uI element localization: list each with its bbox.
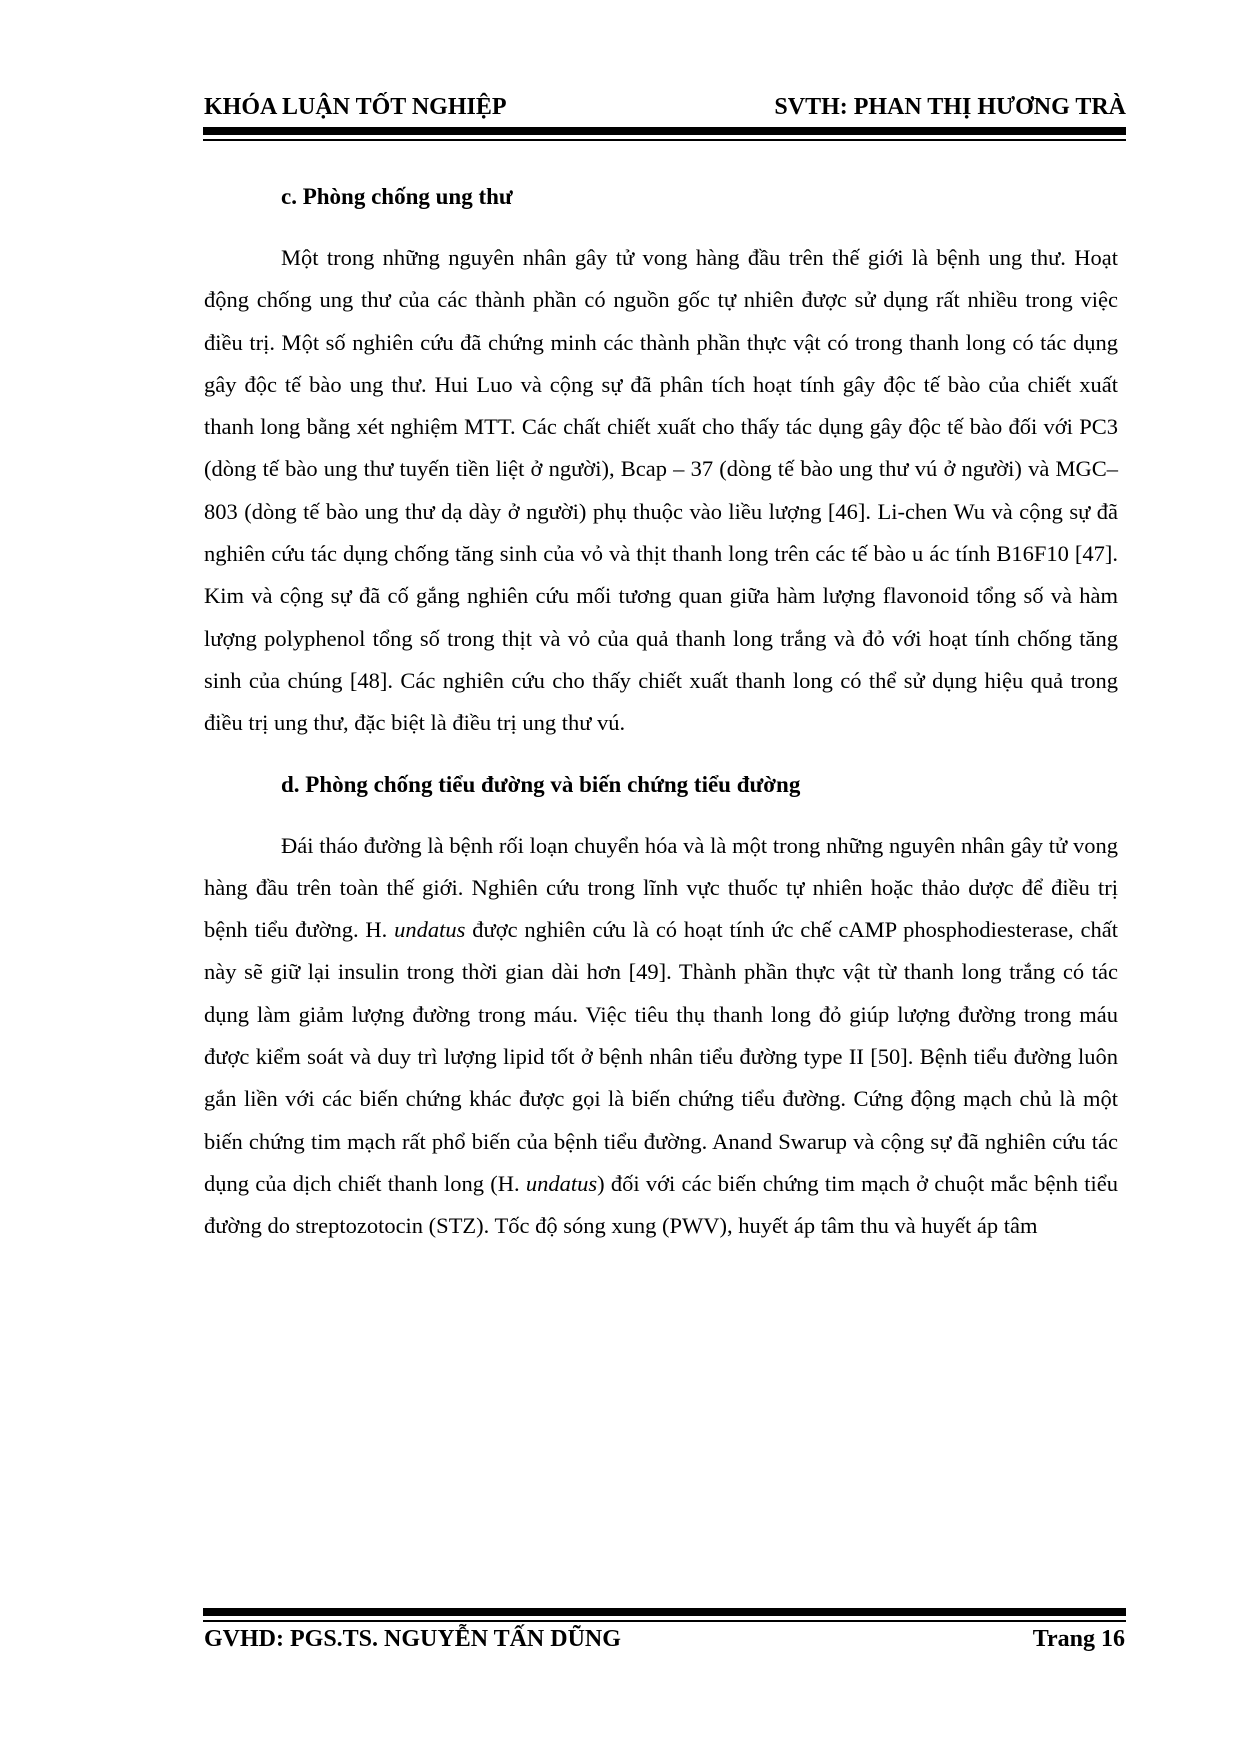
- paragraph-diabetes: [204, 825, 1118, 1248]
- spacer: [204, 806, 1118, 825]
- footer-divider: [203, 1608, 1126, 1622]
- section-heading-cancer: c. Phòng chống ung thư: [281, 184, 513, 209]
- footer-divider-thick: [203, 1608, 1126, 1616]
- advisor-name-label: GVHD: PGS.TS. NGUYỄN TẤN DŨNG: [204, 1626, 621, 1652]
- spacer: [204, 745, 1118, 764]
- spacer: [204, 218, 1118, 237]
- running-footer: [204, 1624, 1126, 1658]
- section-heading-diabetes: d. Phòng chống tiểu đường và biến chứng tiểu đường: [281, 771, 801, 797]
- paragraph-cancer: Một trong những nguyên nhân gây tử vong hàng đầu trên thế giới là bệnh ung thư. Hoạt động chống ung thư của các thành phần có nguồn gốc tự nhiên được sử dụng rất nhiều trong việc điều trị. Một số nghiên cứu đã chứng minh các thành phần thực vật có trong thanh long có tác dụng gây độc tế bào ung thư. Hui Luo và cộng sự đã phân tích hoạt tính gây độc tế bào của chiết xuất thanh long bằng xét nghiệm MTT. Các chất chiết xuất cho thấy tác dụng gây độc tế bào đối với PC3 (dòng tế bào ung thư tuyến tiền liệt ở người), Bcap – 37 (dòng tế bào ung thư vú ở người) và MGC–803 (dòng tế bào ung thư dạ dày ở người) phụ thuộc vào liều lượng [46]. Li-chen Wu và cộng sự đã nghiên cứu tác dụng chống tăng sinh của vỏ và thịt thanh long trên các tế bào u ác tính B16F10 [47]. Kim và cộng sự đã cố gắng nghiên cứu mối tương quan giữa hàm lượng flavonoid tổng số và hàm lượng polyphenol tổng số trong thịt và vỏ của quả thanh long trắng và đỏ với hoạt tính chống tăng sinh của chúng [48]. Các nghiên cứu cho thấy chiết xuất thanh long có thể sử dụng hiệu quả trong điều trị ung thư, đặc biệt là điều trị ung thư vú.: [204, 245, 1118, 736]
- running-header: [204, 88, 1126, 122]
- student-name-label: SVTH: PHAN THỊ HƯƠNG TRÀ: [774, 94, 1126, 120]
- thesis-title-label: KHÓA LUẬN TỐT NGHIỆP: [204, 94, 507, 120]
- species-name-italic: undatus: [525, 1170, 598, 1196]
- species-name-italic: undatus: [394, 917, 466, 943]
- body-content: [204, 176, 1118, 1248]
- paragraph-text-segment: được nghiên cứu là có hoạt tính ức chế cAMP phosphodiesterase, chất này sẽ giữ lại insulin trong thời gian dài hơn [49]. Thành phần thực vật từ thanh long trắng có tác dụng làm giảm lượng đường trong máu. Việc tiêu thụ thanh long đỏ giúp lượng đường trong máu được kiểm soát và duy trì lượng lipid tốt ở bệnh nhân tiểu đường type II [50]. Bệnh tiểu đường luôn gắn liền với các biến chứng khác được gọi là biến chứng tiểu đường. Cứng động mạch chủ là một biến chứng tim mạch rất phổ biến của bệnh tiểu đường. Anand Swarup và cộng sự đã nghiên cứu tác dụng của dịch chiết thanh long (H.: [204, 917, 1118, 1196]
- header-divider-thin: [203, 139, 1126, 141]
- paragraph-text-segment: ) đối với các biến chứng tim mạch ở chuột mắc bệnh tiểu đường do streptozotocin (STZ). Tốc độ sóng xung (PWV), huyết áp tâm thu và huyết áp tâm: [204, 1170, 1118, 1239]
- header-divider: [203, 127, 1126, 141]
- footer-divider-thin: [203, 1620, 1126, 1622]
- paragraph-text-segment: Đái tháo đường là bệnh rối loạn chuyển hóa và là một trong những nguyên nhân gây tử vong hàng đầu trên toàn thế giới. Nghiên cứu trong lĩnh vực thuốc tự nhiên hoặc thảo dược để điều trị bệnh tiểu đường. H.: [204, 832, 1118, 943]
- header-divider-thick: [203, 127, 1126, 135]
- page-number: Trang 16: [1032, 1626, 1125, 1652]
